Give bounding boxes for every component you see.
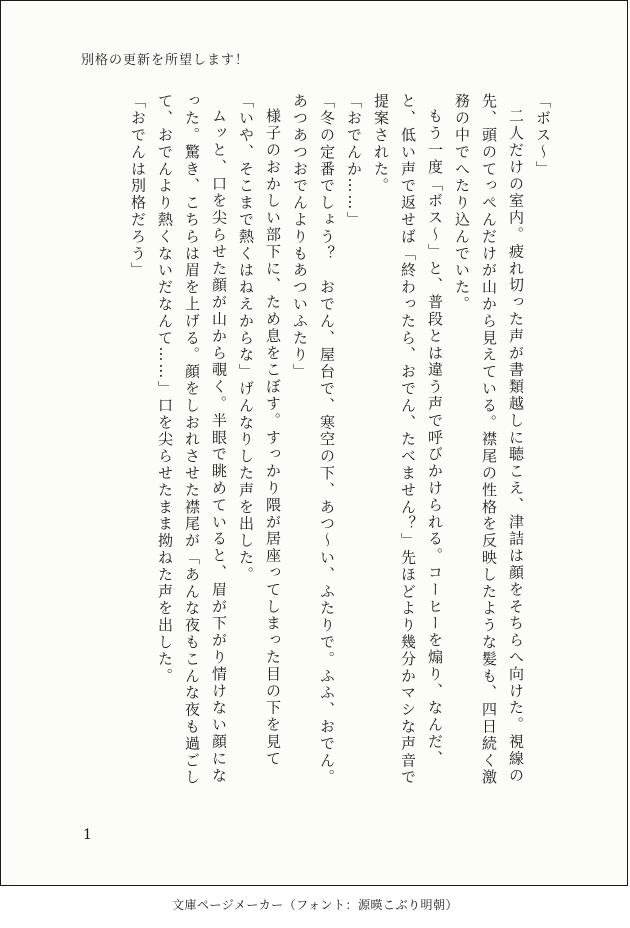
paragraph: ムッと、口を尖らせた顔が山から覗く。半眼で眺めていると、眉が下がり情けない顔になった。驚き、こちらは眉を上げる。顔をしおれさせた襟尾が「あんな夜もこんな夜も過ごして、おでんより熱くないだなんて……」口を尖らせたまま拗ねた声を出した。	[156, 93, 228, 786]
paragraph: 「おでんは別格だろう」	[129, 93, 147, 279]
paragraph: 「おでんか……」	[345, 93, 363, 229]
page-header-title: 別格の更新を所望します！	[81, 53, 250, 68]
vertical-body-text	[76, 93, 556, 793]
paragraph: もう一度「ボス〜」と、普段とは違う声で呼びかけられる。コーヒーを煽り、なんだ、と、低い声で返せば「終わったら、おでん、たべません？」先ほどより幾分かマシな声音で提案された。	[372, 93, 444, 786]
footer-credit: 文庫ページメーカー（フォント：源暎こぶり明朝）	[171, 898, 459, 912]
paragraph: 「ボス〜」	[534, 93, 552, 178]
paragraph: 「冬の定番でしょう？ おでん、屋台で、寒空の下、あつ〜い、ふたりで。ふふ、おでん。あつあつおでんよりもあついふたり」	[291, 93, 336, 786]
paragraph: 二人だけの室内。疲れ切った声が書類越しに聴こえ、津詰は顔をそちらへ向けた。視線の先、頭のてっぺんだけが山から見えている。襟尾の性格を反映したような髪も、四日続く激務の中でへたり込んでいた。	[453, 93, 525, 786]
paragraph: 様子のおかしい部下に、ため息をこぼす。すっかり隈が居座ってしまった目の下を見て「いや、そこまで熱くはねえからな」げんなりした声を出した。	[237, 93, 282, 768]
page-number: 1	[83, 827, 92, 843]
